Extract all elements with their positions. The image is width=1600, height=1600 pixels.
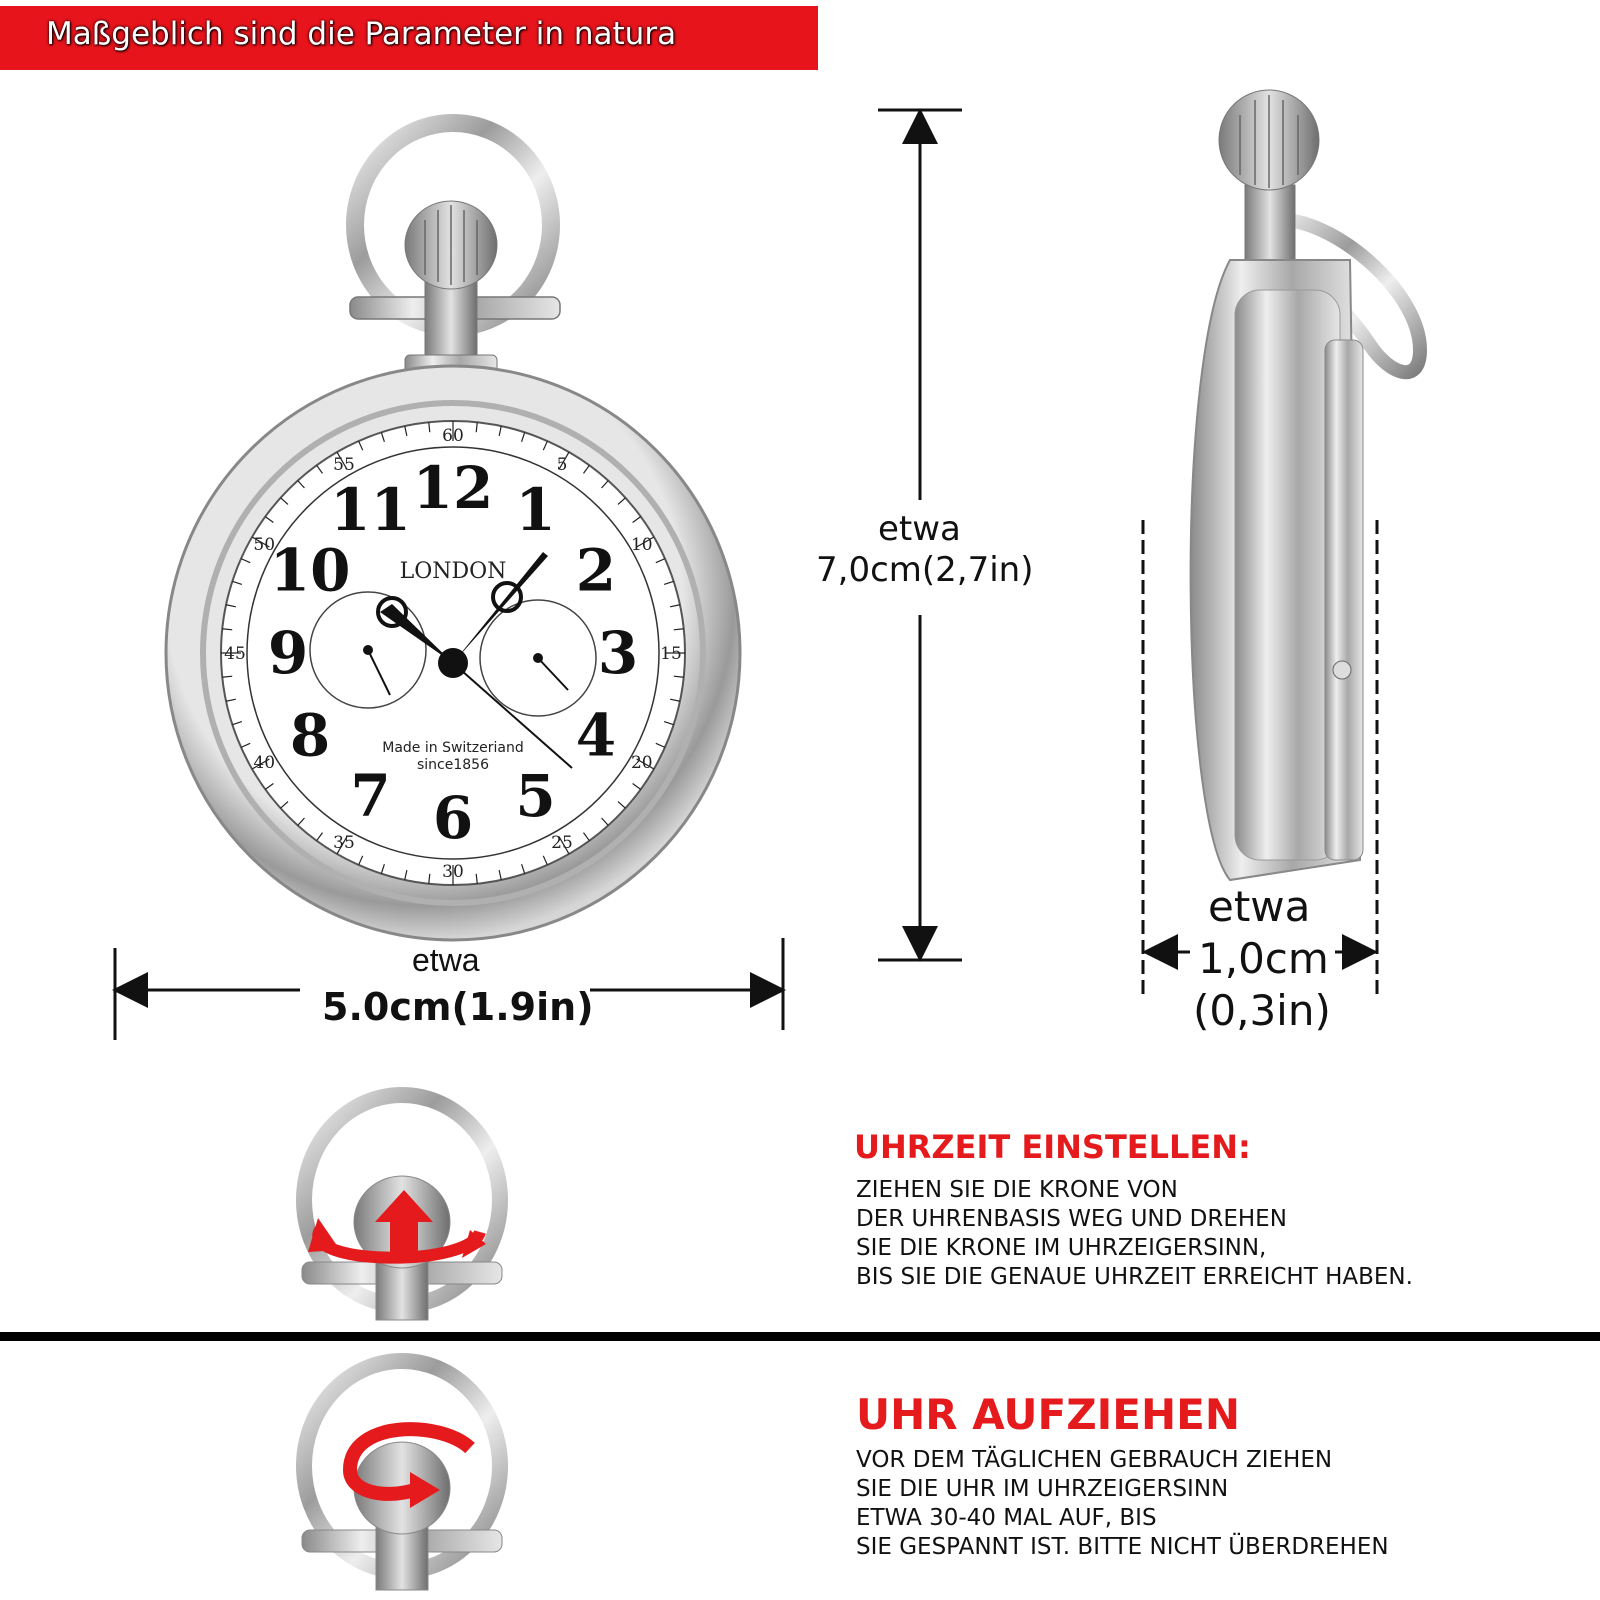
time-setting-text bbox=[856, 1176, 1413, 1292]
minute-number: 40 bbox=[253, 753, 276, 773]
winding-title: UHR AUFZIEHEN bbox=[856, 1390, 1240, 1439]
front-watch bbox=[166, 123, 740, 940]
hour-number: 3 bbox=[597, 619, 639, 687]
hour-number: 2 bbox=[575, 536, 617, 605]
minute-number: 10 bbox=[630, 535, 653, 555]
hour-number: 6 bbox=[432, 784, 474, 852]
side-pusher bbox=[1333, 661, 1351, 679]
width-prefix: etwa bbox=[412, 942, 480, 978]
hour-number: 12 bbox=[412, 454, 494, 522]
minute-number: 15 bbox=[660, 644, 682, 664]
height-value: 7,0cm(2,7in) bbox=[816, 550, 1034, 590]
made-in-text: Made in Switzeriand bbox=[382, 740, 524, 756]
hour-number: 5 bbox=[515, 761, 556, 830]
hour-number: 8 bbox=[289, 701, 331, 770]
banner-text: Maßgeblich sind die Parameter in natura bbox=[46, 16, 677, 52]
hour-number: 4 bbox=[575, 701, 617, 770]
hour-number: 9 bbox=[267, 619, 309, 687]
time-setting-line: DER UHRENBASIS WEG UND DREHEN bbox=[856, 1206, 1287, 1232]
winding-line: VOR DEM TÄGLICHEN GEBRAUCH ZIEHEN bbox=[856, 1447, 1333, 1473]
time-setting-line: BIS SIE DIE GENAUE UHRZEIT ERREICHT HABEN. bbox=[856, 1264, 1413, 1290]
hand-hub bbox=[438, 648, 468, 678]
winding-text bbox=[856, 1446, 1389, 1562]
since-text: since1856 bbox=[417, 757, 489, 773]
side-hinge bbox=[1325, 340, 1363, 860]
side-watch bbox=[1191, 90, 1420, 880]
depth-value-inches: (0,3in) bbox=[1193, 986, 1331, 1035]
time-setting-line: SIE DIE KRONE IM UHRZEIGERSINN, bbox=[856, 1235, 1267, 1261]
minute-number: 30 bbox=[442, 862, 464, 882]
depth-prefix: etwa bbox=[1208, 882, 1311, 931]
hour-number: 11 bbox=[330, 476, 411, 545]
hour-number: 7 bbox=[350, 761, 391, 830]
height-prefix: etwa bbox=[878, 509, 961, 549]
hour-number: 10 bbox=[269, 536, 351, 605]
crown-detail-time-setting bbox=[302, 1095, 502, 1320]
section-divider bbox=[0, 1332, 1600, 1341]
winding-line: SIE GESPANNT IST. BITTE NICHT ÜBERDREHEN bbox=[856, 1534, 1389, 1560]
crown-detail-winding bbox=[302, 1361, 502, 1590]
minute-number: 25 bbox=[551, 832, 573, 853]
minute-number: 60 bbox=[442, 426, 464, 446]
winding-line: SIE DIE UHR IM UHRZEIGERSINN bbox=[856, 1476, 1229, 1502]
side-stem bbox=[1245, 185, 1295, 265]
time-setting-title: UHRZEIT EINSTELLEN: bbox=[854, 1128, 1251, 1166]
minute-number: 20 bbox=[630, 753, 653, 773]
depth-value: 1,0cm bbox=[1198, 934, 1329, 983]
minute-number: 45 bbox=[224, 644, 246, 664]
width-value: 5.0cm(1.9in) bbox=[322, 985, 594, 1029]
minute-number: 35 bbox=[333, 832, 355, 853]
side-case-band bbox=[1235, 290, 1340, 860]
minute-number: 5 bbox=[556, 455, 568, 476]
hour-number: 1 bbox=[515, 476, 556, 545]
time-setting-line: ZIEHEN SIE DIE KRONE VON bbox=[856, 1177, 1178, 1203]
minute-number: 55 bbox=[333, 455, 355, 476]
brand-text: LONDON bbox=[399, 559, 507, 584]
winding-line: ETWA 30-40 MAL AUF, BIS bbox=[856, 1505, 1157, 1531]
minute-number: 50 bbox=[253, 535, 276, 555]
